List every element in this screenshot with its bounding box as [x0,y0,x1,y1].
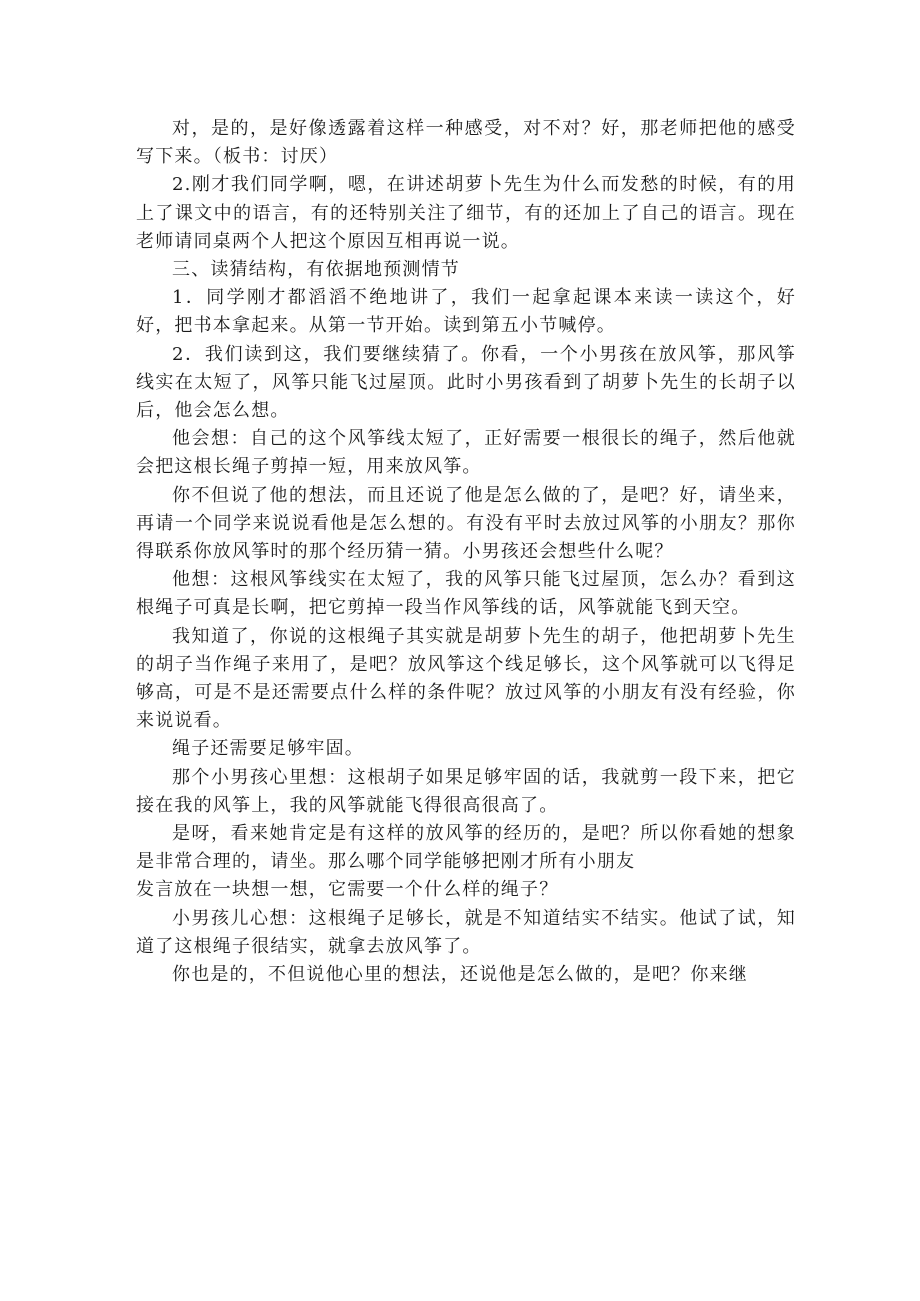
paragraph: 小男孩儿心想：这根绳子足够长，就是不知道结实不结实。他试了试，知道了这根绳子很结实，就拿去放风筝了。 [136,907,796,957]
paragraph: 他想：这根风筝线实在太短了，我的风筝只能飞过屋顶，怎么办？看到这根绳子可真是长啊，把它剪掉一段当作风筝线的话，风筝就能飞到天空。 [136,569,796,619]
document-body [136,115,796,989]
paragraph: 绳子还需要足够牢固。 [172,738,364,760]
paragraph: 2.刚才我们同学啊，嗯，在讲述胡萝卜先生为什么而发愁的时候，有的用上了课文中的语言，有的还特别关注了细节，有的还加上了自己的语言。现在老师请同桌两个人把这个原因互相再说一说。 [136,174,796,252]
paragraph: 发言放在一块想一想，它需要一个什么样的绳子？ [136,879,559,901]
paragraph: 对，是的，是好像透露着这样一种感受，对不对？好，那老师把他的感受写下来。（板书：讨厌） [136,118,796,168]
paragraph: 是呀，看来她肯定是有这样的放风筝的经历的，是吧？所以你看她的想象是非常合理的，请坐。那么哪个同学能够把刚才所有小朋友 [136,823,796,873]
paragraph: 你不但说了他的想法，而且还说了他是怎么做的了，是吧？好，请坐来，再请一个同学来说说看他是怎么想的。有没有平时去放过风筝的小朋友？那你得联系你放风筝时的那个经历猜一猜。小男孩还会想些什么呢？ [136,484,796,563]
paragraph: 那个小男孩心里想：这根胡子如果足够牢固的话，我就剪一段下来，把它接在我的风筝上，我的风筝就能飞得很高很高了。 [136,766,796,816]
paragraph: 1．同学刚才都滔滔不绝地讲了，我们一起拿起课本来读一读这个，好好，把书本拿起来。从第一节开始。读到第五小节喊停。 [136,287,796,337]
paragraph: 你也是的，不但说他心里的想法，还说他是怎么做的，是吧？你来继 [172,964,748,986]
paragraph: 他会想：自己的这个风筝线太短了，正好需要一根很长的绳子，然后他就会把这根长绳子剪掉一短，用来放风筝。 [136,428,796,478]
paragraph: 2．我们读到这，我们要继续猜了。你看，一个小男孩在放风筝，那风筝线实在太短了，风筝只能飞过屋顶。此时小男孩看到了胡萝卜先生的长胡子以后，他会怎么想。 [136,343,796,422]
paragraph: 我知道了，你说的这根绳子其实就是胡萝卜先生的胡子，他把胡萝卜先生的胡子当作绳子来用了，是吧？放风筝这个线足够长，这个风筝就可以飞得足够高，可是不是还需要点什么样的条件呢？放过风筝的小朋友有没有经验，你来说说看。 [136,625,796,732]
section-heading: 三、读猜结构，有依据地预测情节 [172,259,460,281]
